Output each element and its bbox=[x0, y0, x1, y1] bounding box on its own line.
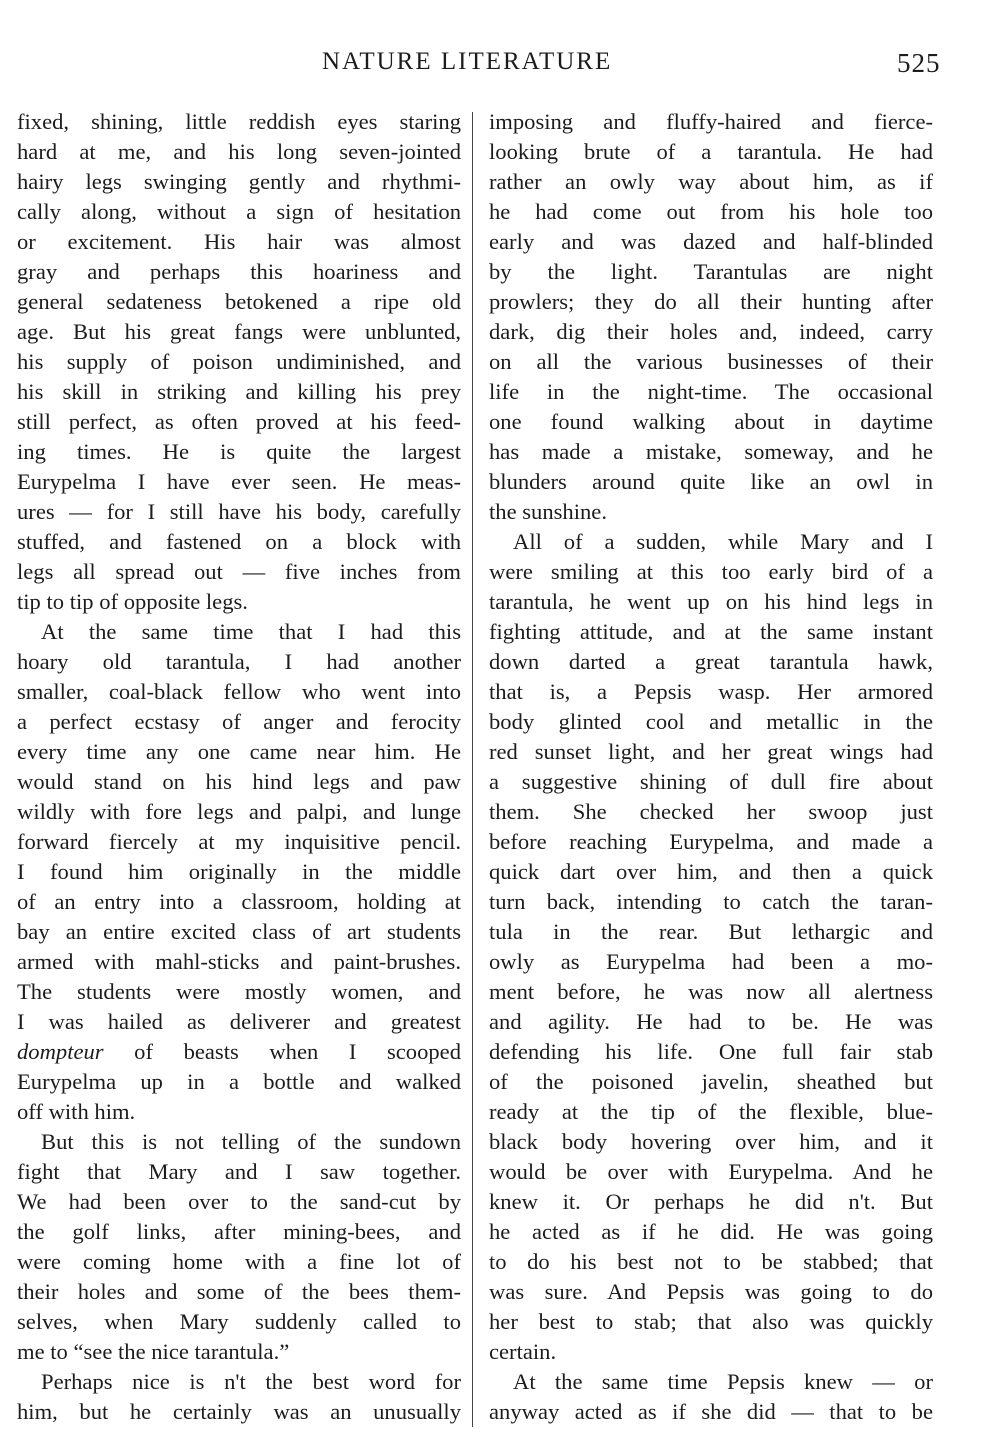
text-line: ment before, he was now all alertness bbox=[489, 979, 933, 1004]
text-line: early and was dazed and half-blinded bbox=[489, 229, 933, 254]
text-line: tarantula, he went up on his hind legs in bbox=[489, 589, 933, 614]
text-line: At the same time Pepsis knew — or bbox=[513, 1369, 933, 1394]
text-line: I found him originally in the middle bbox=[17, 859, 461, 884]
text-line: him, but he certainly was an unusually bbox=[17, 1399, 461, 1424]
text-line: defending his life. One full fair stab bbox=[489, 1039, 933, 1064]
text-line: was sure. And Pepsis was going to do bbox=[489, 1279, 933, 1304]
text-line: down darted a great tarantula hawk, bbox=[489, 649, 933, 674]
text-line: general sedateness betokened a ripe old bbox=[17, 289, 461, 314]
page-number: 525 bbox=[897, 48, 941, 78]
text-line: fight that Mary and I saw together. bbox=[17, 1159, 461, 1184]
text-line: that is, a Pepsis wasp. Her armored bbox=[489, 679, 933, 704]
text-line: legs all spread out — five inches from bbox=[17, 559, 461, 584]
text-line: hoary old tarantula, I had another bbox=[17, 649, 461, 674]
text-line: Eurypelma I have ever seen. He meas- bbox=[17, 469, 461, 494]
text-line: has made a mistake, someway, and he bbox=[489, 439, 933, 464]
text-line: life in the night-time. The occasional bbox=[489, 379, 933, 404]
text-line: age. But his great fangs were unblunted, bbox=[17, 319, 461, 344]
text-line: hard at me, and his long seven-jointed bbox=[17, 139, 461, 164]
text-line: one found walking about in daytime bbox=[489, 409, 933, 434]
text-line: ing times. He is quite the largest bbox=[17, 439, 461, 464]
text-line: or excitement. His hair was almost bbox=[17, 229, 461, 254]
text-line: fighting attitude, and at the same instant bbox=[489, 619, 933, 644]
running-title: NATURE LITERATURE bbox=[322, 48, 613, 75]
text-line: imposing and fluffy-haired and fierce- bbox=[489, 109, 933, 134]
text-line: tula in the rear. But lethargic and bbox=[489, 919, 933, 944]
text-line: smaller, coal-black fellow who went into bbox=[17, 679, 461, 704]
text-line: me to “see the nice tarantula.” bbox=[17, 1339, 290, 1364]
text-line: knew it. Or perhaps he did n't. But bbox=[489, 1189, 933, 1214]
text-line: bay an entire excited class of art students bbox=[17, 919, 461, 944]
left-column bbox=[17, 107, 461, 1427]
text-line: would be over with Eurypelma. And he bbox=[489, 1159, 933, 1184]
text-line: were coming home with a fine lot of bbox=[17, 1249, 461, 1274]
text-line: forward fiercely at my inquisitive pencil. bbox=[17, 829, 461, 854]
text-line: her best to stab; that also was quickly bbox=[489, 1309, 933, 1334]
text-line: All of a sudden, while Mary and I bbox=[513, 529, 933, 554]
text-line: anyway acted as if she did — that to be bbox=[489, 1399, 933, 1424]
text-line: gray and perhaps this hoariness and bbox=[17, 259, 461, 284]
text-line: his skill in striking and killing his prey bbox=[17, 379, 461, 404]
text-line: the golf links, after mining-bees, and bbox=[17, 1219, 461, 1244]
text-line: tip to tip of opposite legs. bbox=[17, 589, 248, 614]
text-line: Perhaps nice is n't the best word for bbox=[41, 1369, 461, 1394]
text-line: selves, when Mary suddenly called to bbox=[17, 1309, 461, 1334]
text-line: dompteur of beasts when I scooped bbox=[17, 1039, 461, 1064]
text-line: cally along, without a sign of hesitation bbox=[17, 199, 461, 224]
text-line: quick dart over him, and then a quick bbox=[489, 859, 933, 884]
text-line: he had come out from his hole too bbox=[489, 199, 933, 224]
text-line: to do his best not to be stabbed; that bbox=[489, 1249, 933, 1274]
text-line: ures — for I still have his body, carefully bbox=[17, 499, 461, 524]
text-line: wildly with fore legs and palpi, and lunge bbox=[17, 799, 461, 824]
text-line: red sunset light, and her great wings had bbox=[489, 739, 933, 764]
text-line: body glinted cool and metallic in the bbox=[489, 709, 933, 734]
text-line: certain. bbox=[489, 1339, 557, 1364]
text-line: and agility. He had to be. He was bbox=[489, 1009, 933, 1034]
text-line: looking brute of a tarantula. He had bbox=[489, 139, 933, 164]
text-line: a perfect ecstasy of anger and ferocity bbox=[17, 709, 461, 734]
text-line: by the light. Tarantulas are night bbox=[489, 259, 933, 284]
text-line: black body hovering over him, and it bbox=[489, 1129, 933, 1154]
text-line: off with him. bbox=[17, 1099, 136, 1124]
text-line: fixed, shining, little reddish eyes staring bbox=[17, 109, 461, 134]
text-line: were smiling at this too early bird of a bbox=[489, 559, 933, 584]
text-line: armed with mahl-sticks and paint-brushes. bbox=[17, 949, 461, 974]
running-head bbox=[0, 48, 1000, 84]
text-line: them. She checked her swoop just bbox=[489, 799, 933, 824]
text-line: We had been over to the sand-cut by bbox=[17, 1189, 461, 1214]
text-line: I was hailed as deliverer and greatest bbox=[17, 1009, 461, 1034]
text-line: a suggestive shining of dull fire about bbox=[489, 769, 933, 794]
column-divider bbox=[472, 112, 473, 1427]
text-line: blunders around quite like an owl in bbox=[489, 469, 933, 494]
text-line: owly as Eurypelma had been a mo- bbox=[489, 949, 933, 974]
text-line: he acted as if he did. He was going bbox=[489, 1219, 933, 1244]
text-line: dark, dig their holes and, indeed, carry bbox=[489, 319, 933, 344]
text-line: prowlers; they do all their hunting after bbox=[489, 289, 933, 314]
text-line: still perfect, as often proved at his feed- bbox=[17, 409, 461, 434]
text-line: But this is not telling of the sundown bbox=[41, 1129, 461, 1154]
text-line: turn back, intending to catch the taran- bbox=[489, 889, 933, 914]
text-line: The students were mostly women, and bbox=[17, 979, 461, 1004]
right-column bbox=[489, 107, 933, 1427]
text-line: At the same time that I had this bbox=[41, 619, 461, 644]
text-line: every time any one came near him. He bbox=[17, 739, 461, 764]
text-line: rather an owly way about him, as if bbox=[489, 169, 933, 194]
text-line: the sunshine. bbox=[489, 499, 607, 524]
text-line: their holes and some of the bees them- bbox=[17, 1279, 461, 1304]
text-line: on all the various businesses of their bbox=[489, 349, 933, 374]
text-line: of the poisoned javelin, sheathed but bbox=[489, 1069, 933, 1094]
text-line: his supply of poison undiminished, and bbox=[17, 349, 461, 374]
text-line: stuffed, and fastened on a block with bbox=[17, 529, 461, 554]
text-line: before reaching Eurypelma, and made a bbox=[489, 829, 933, 854]
text-line: hairy legs swinging gently and rhythmi- bbox=[17, 169, 461, 194]
text-line: would stand on his hind legs and paw bbox=[17, 769, 461, 794]
text-line: ready at the tip of the flexible, blue- bbox=[489, 1099, 933, 1124]
text-line: of an entry into a classroom, holding at bbox=[17, 889, 461, 914]
text-line: Eurypelma up in a bottle and walked bbox=[17, 1069, 461, 1094]
